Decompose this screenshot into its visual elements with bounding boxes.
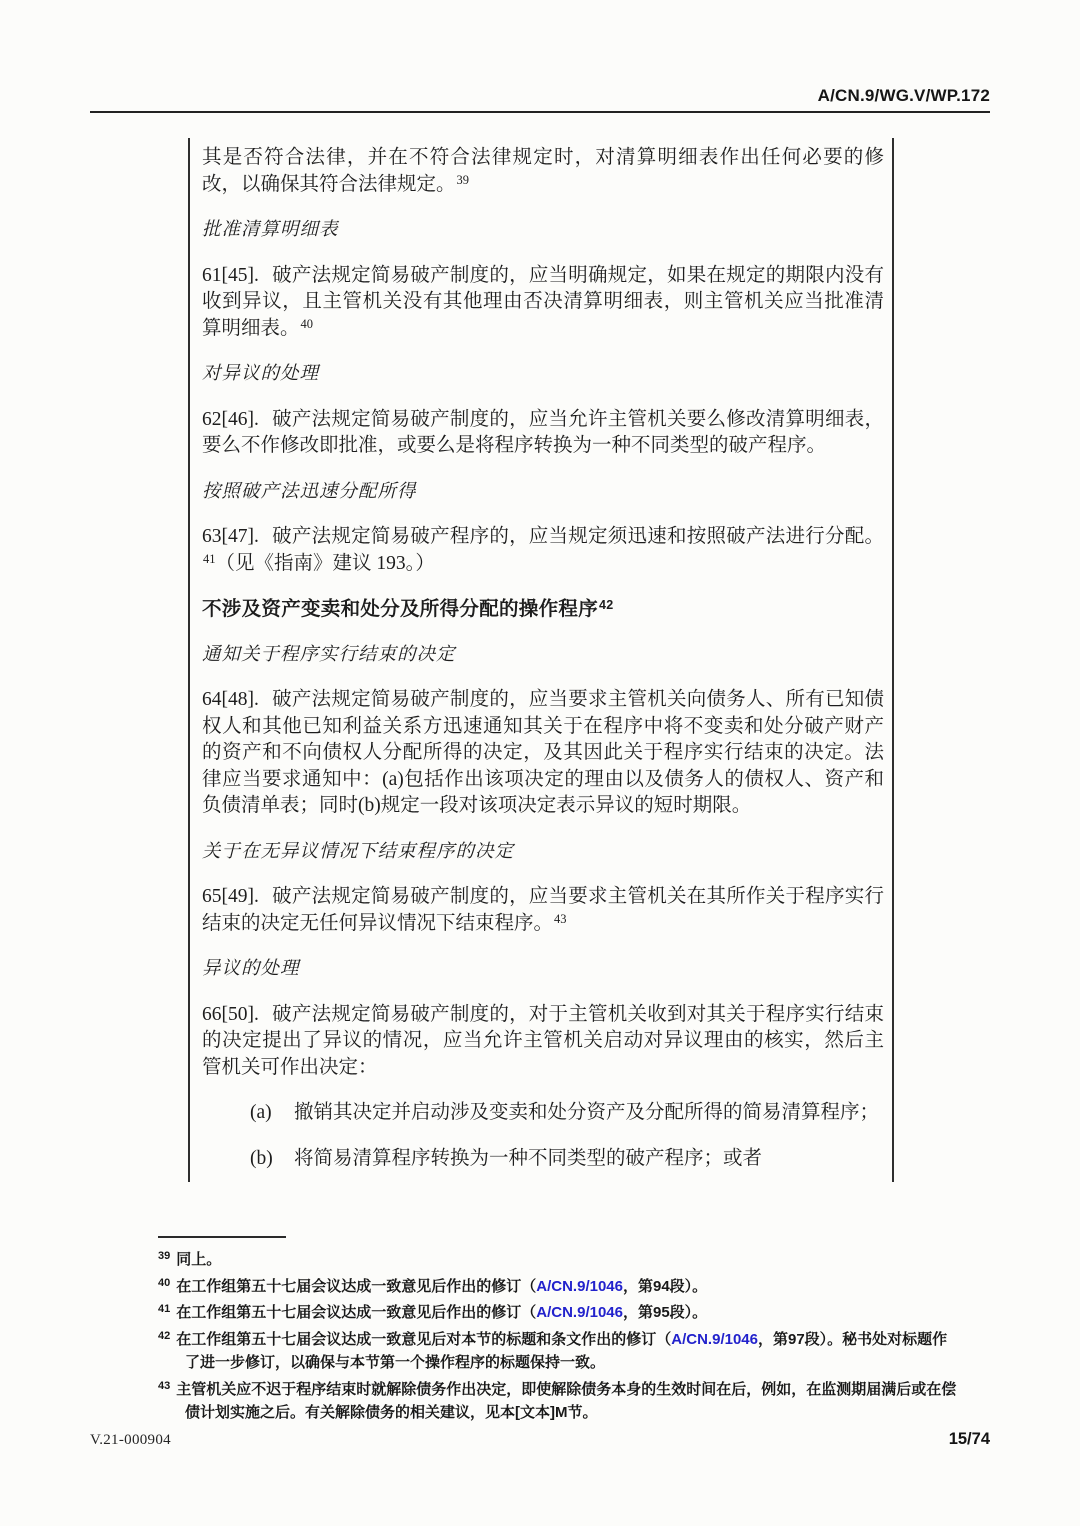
text-run: 在工作组第五十七届会议达成一致意见后作出的修订（: [176, 1304, 537, 1321]
footnote-number: 42: [158, 1329, 171, 1342]
text-run: 主管机关应不迟于程序结束时就解除债务作出决定，即使解除债务本身的生效时间在后，例如，在监测期届满后或在偿债计划实施之后。有关解除债务的相关建议，见本[文本]M节。: [176, 1380, 957, 1421]
paragraph: [202, 524, 884, 577]
paragraph-number: 61[45].: [202, 264, 259, 286]
paragraph: [202, 687, 884, 820]
footnote-ref: 40: [300, 316, 314, 331]
text-run: 撤销其决定并启动涉及变卖和处分资产及分配所得的简易清算程序；: [294, 1102, 880, 1123]
document-link[interactable]: A/CN.9/1046: [536, 1304, 623, 1321]
text-run: 破产法规定简易破产制度的，对于主管机关收到对其关于程序实行结束的决定提出了异议的情况，应当允许主管机关启动对异议理由的核实，然后主管机关可作出决定：: [202, 1003, 884, 1078]
content-frame: [188, 138, 894, 1182]
text-run: 按照破产法迅速分配所得: [202, 481, 417, 502]
footnote-ref: 43: [554, 911, 567, 926]
page-footer: [90, 1430, 990, 1449]
section-heading: [202, 479, 884, 506]
list-item: [202, 1100, 884, 1127]
text-run: ，第94段）。: [622, 1277, 708, 1295]
text-run: 通知关于程序实行结束的决定: [202, 644, 456, 665]
footnote-ref: 41: [203, 551, 216, 566]
text-run: 破产法规定简易破产制度的，应当允许主管机关要么修改清算明细表，要么不作修改即批准，或要么是将程序转换为一种不同类型的破产程序。: [202, 408, 884, 456]
footnote-number: 41: [158, 1303, 171, 1315]
paragraph: [202, 263, 884, 343]
text-run: 破产法规定简易破产制度的，应当要求主管机关向债务人、所有已知债权人和其他已知利益关系方迅速通知其关于在程序中将不变卖和处分破产财产的资产和不向债权人分配所得的决定，及其因此关于程序实行结束的决定。法律应当要求通知中：(a)包括作出该项决定的理由以及债务人的债权人、资产和负债清单表；同时(b)规定一段对该项决定表示异议的短时期限。: [202, 689, 884, 816]
document-number: V.21-000904: [90, 1432, 171, 1448]
paragraph: [202, 884, 884, 937]
footnote: [158, 1378, 958, 1425]
text-run: 不涉及资产变卖和处分及所得分配的操作程序: [202, 598, 599, 620]
text-run: 在工作组第五十七届会议达成一致意见后对本节的标题和条文作出的修订（: [176, 1330, 672, 1348]
text-run: 批准清算明细表: [202, 220, 339, 240]
text-run: 将简易清算程序转换为一种不同类型的破产程序；或者: [294, 1147, 763, 1169]
text-run: 对异议的处理: [202, 364, 320, 384]
paragraph-number: 66[50].: [202, 1003, 259, 1025]
list-item: [202, 1146, 884, 1173]
footnotes-section: [158, 1236, 958, 1428]
footnote-number: 39: [158, 1250, 171, 1262]
text-run: （见《指南》建议 193。）: [215, 552, 435, 574]
footnote-separator: [158, 1236, 286, 1238]
page-header: [90, 86, 990, 113]
text-run: ，第95段）。: [622, 1304, 708, 1321]
text-run: 其是否符合法律，并在不符合法律规定时，对清算明细表作出任何必要的修改，以确保其符合法律规定。: [202, 147, 884, 195]
list-item-label: (a): [250, 1102, 272, 1123]
paragraph-number: 64[48].: [202, 689, 259, 710]
header-rule: [90, 111, 990, 113]
text-run: 破产法规定简易破产制度的，应当要求主管机关在其所作关于程序实行结束的决定无任何异议情况下结束程序。: [202, 886, 884, 934]
text-run: 异议的处理: [202, 959, 300, 979]
footnote: [158, 1248, 958, 1272]
paragraph-number: 62[46].: [202, 408, 259, 430]
text-run: 破产法规定简易破产制度的，应当明确规定，如果在规定的期限内没有收到异议，且主管机关没有其他理由否决清算明细表，则主管机关应当批准清算明细表。: [202, 264, 884, 339]
paragraph: [202, 1002, 884, 1082]
footnote: [158, 1328, 958, 1375]
footnote-number: 43: [158, 1379, 171, 1392]
text-run: ，第97段）。秘书处对标题作了进一步修订，以确保与本节第一个操作程序的标题保持一致。: [185, 1330, 948, 1371]
text-run: 关于在无异议情况下结束程序的决定: [202, 841, 515, 862]
paragraph: [202, 407, 884, 460]
footnote: [158, 1275, 958, 1299]
list-item-label: (b): [250, 1147, 273, 1169]
document-link[interactable]: A/CN.9/1046: [671, 1330, 758, 1348]
footnote: [158, 1301, 958, 1325]
document-link[interactable]: A/CN.9/1046: [536, 1277, 623, 1295]
text-run: 破产法规定简易破产程序的，应当规定须迅速和按照破产法进行分配。: [271, 526, 884, 547]
section-heading: [202, 596, 884, 623]
section-heading: [202, 642, 884, 669]
text-run: 同上。: [176, 1251, 222, 1268]
paragraph-number: 63[47].: [202, 526, 259, 547]
section-heading: [202, 956, 884, 983]
footnote-ref: 39: [456, 172, 470, 187]
paragraph-number: 65[49].: [202, 886, 259, 907]
section-heading: [202, 217, 884, 244]
footnotes-list: [158, 1248, 958, 1425]
text-run: 在工作组第五十七届会议达成一致意见后作出的修订（: [176, 1277, 537, 1295]
section-heading: [202, 839, 884, 866]
page-number: 15/74: [948, 1430, 990, 1448]
footnote-ref: 42: [599, 598, 614, 612]
footnote-number: 40: [158, 1276, 171, 1289]
paragraph: [202, 145, 884, 198]
document-symbol: A/CN.9/WG.V/WP.172: [817, 86, 990, 105]
section-heading: [202, 361, 884, 388]
